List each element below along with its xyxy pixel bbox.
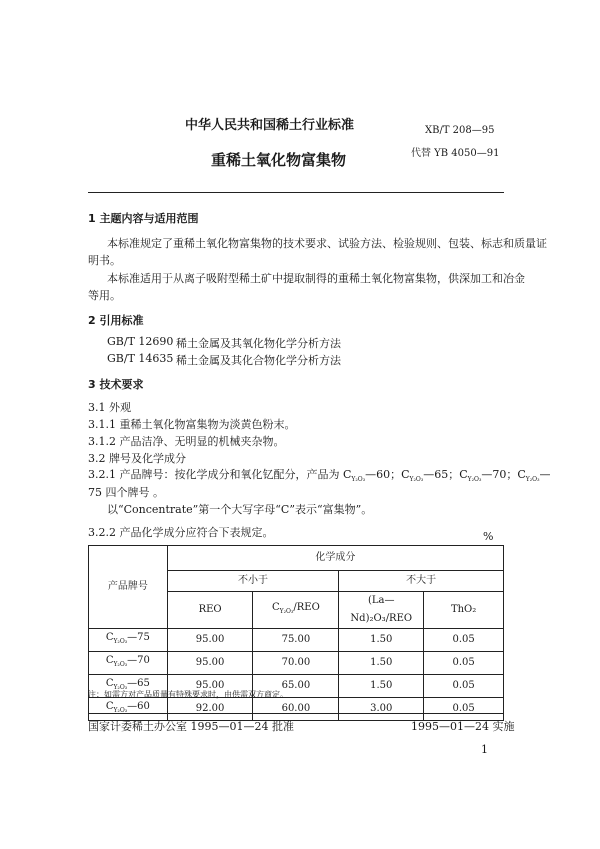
clause-3-2-2: 3.2.2 产品化学成分应符合下表规定。 — [88, 526, 274, 539]
header-grade: 产品牌号 — [89, 546, 168, 629]
header-reo: REO — [167, 592, 253, 629]
grade-cell: $C_{Y_2O_3}—70$ — [89, 652, 168, 675]
clause-3-2-1-cont: 75 四个牌号 。 — [88, 486, 164, 499]
table-row — [89, 629, 504, 652]
implementation-date: 1995—01—24 实施 — [411, 720, 515, 733]
la-nd-cell: 3.00 — [339, 698, 424, 721]
y2o3-cell: 65.00 — [253, 675, 339, 698]
header-not-more-than: 不大于 — [339, 571, 504, 592]
reference-code-2: GB/T 14635 — [107, 352, 174, 365]
header-not-less-than: 不小于 — [167, 571, 339, 592]
tho2-cell: 0.05 — [424, 629, 504, 652]
clause-3-1: 3.1 外观 — [88, 401, 131, 414]
y2o3-cell: 60.00 — [253, 698, 339, 721]
footer-rule — [88, 713, 504, 714]
page-number: 1 — [481, 743, 488, 756]
y2o3-cell: 70.00 — [253, 652, 339, 675]
unit-label: % — [483, 530, 494, 543]
header-tho2: ThO₂ — [424, 592, 504, 629]
header-la-nd-reo: (La—Nd)₂O₃/REO — [339, 592, 424, 629]
replaced-standard: 代替 YB 4050—91 — [411, 148, 500, 159]
table-row — [89, 652, 504, 675]
reo-cell: 95.00 — [167, 652, 253, 675]
grade-cell: $C_{Y_2O_3}—65$ — [89, 675, 168, 698]
clause-3-2-1 — [88, 466, 550, 483]
tho2-cell: 0.05 — [424, 698, 504, 721]
table-note: 注：如需方对产品质量有特殊要求时，由供需双方商定。 — [88, 690, 288, 699]
reo-cell: 92.00 — [167, 698, 253, 721]
section-1-heading: 1 主题内容与适用范围 — [88, 212, 199, 225]
section-1-paragraph-1: 本标准规定了重稀土氧化物富集物的技术要求、试验方法、检验规则、包装、标志和质量证 — [107, 237, 547, 250]
standard-code: XB/T 208—95 — [425, 125, 495, 136]
reo-cell: 95.00 — [167, 675, 253, 698]
la-nd-cell: 1.50 — [339, 675, 424, 698]
section-3-heading: 3 技术要求 — [88, 378, 144, 391]
standard-category: 中华人民共和国稀土行业标准 — [185, 118, 355, 133]
section-1-paragraph-1-cont: 明书。 — [88, 254, 121, 267]
y2o3-cell: 75.00 — [253, 629, 339, 652]
clause-3-2: 3.2 牌号及化学成分 — [88, 452, 186, 465]
header-chemical-composition: 化学成分 — [167, 546, 503, 571]
clause-3-1-1: 3.1.1 重稀土氧化物富集物为淡黄色粉末。 — [88, 418, 296, 431]
section-1-paragraph-2-cont: 等用。 — [88, 289, 121, 302]
concentrate-note: 以“Concentrate”第一个大写字母“C”表示“富集物”。 — [107, 503, 373, 516]
tho2-cell: 0.05 — [424, 652, 504, 675]
document-title: 重稀土氧化物富集物 — [211, 151, 347, 169]
section-1-paragraph-2: 本标准适用于从离子吸附型稀土矿中提取制得的重稀土氧化物富集物，供深加工和冶金 — [107, 272, 525, 285]
header-rule — [88, 192, 504, 193]
clause-3-1-2: 3.1.2 产品洁净、无明显的机械夹杂物。 — [88, 435, 285, 448]
approval-line: 国家计委稀土办公室 1995—01—24 批准 — [88, 720, 294, 733]
grade-list: $C_{Y_2O_3}—60$；$C_{Y_2O_3}—65$；$C_{Y_2O_3}—70$；$C_{Y_2O_3}—$ — [342, 468, 551, 484]
reference-title-1: 稀土金属及其氧化物化学分析方法 — [176, 337, 341, 350]
reo-cell: 95.00 — [167, 629, 253, 652]
grade-cell: $C_{Y_2O_3}—60$ — [89, 698, 168, 721]
header-y2o3-reo: $C_{Y_2O_3}$/REO — [253, 592, 339, 629]
grade-cell: $C_{Y_2O_3}—75$ — [89, 629, 168, 652]
la-nd-cell: 1.50 — [339, 629, 424, 652]
tho2-cell: 0.05 — [424, 675, 504, 698]
reference-title-2: 稀土金属及其化合物化学分析方法 — [176, 354, 341, 367]
clause-3-2-1-text: 3.2.1 产品牌号：按化学成分和氧化钇配分，产品为 — [88, 468, 343, 481]
reference-code-1: GB/T 12690 — [107, 335, 174, 348]
la-nd-cell: 1.50 — [339, 652, 424, 675]
section-2-heading: 2 引用标准 — [88, 314, 144, 327]
